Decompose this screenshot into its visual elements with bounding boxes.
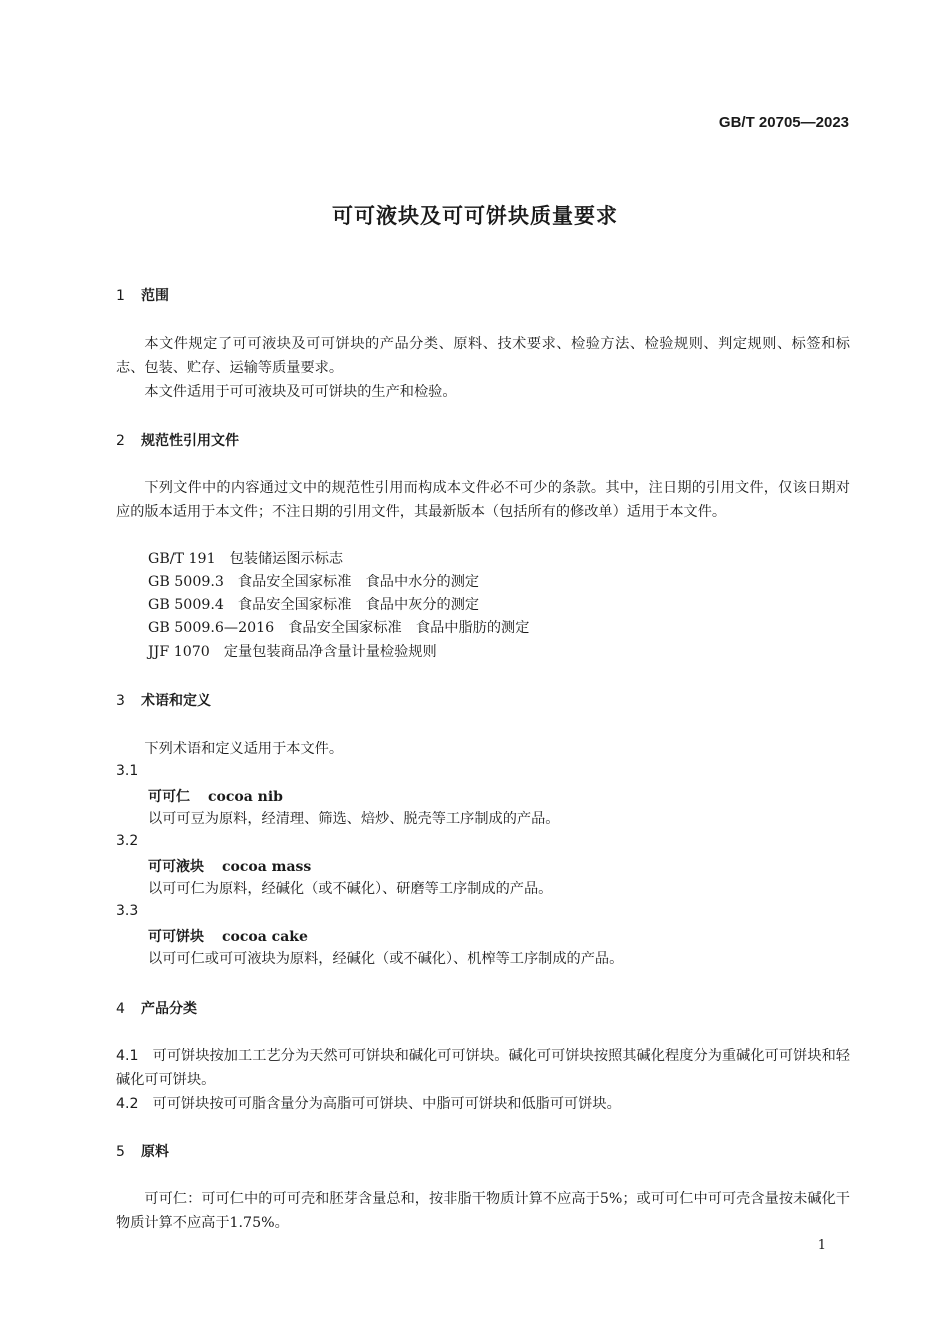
term-chinese: 可可液块 [148, 859, 204, 875]
reference-item [148, 571, 479, 591]
section-number: 4 [116, 1001, 125, 1017]
reference-code: JJF 1070 [148, 644, 210, 660]
term-chinese: 可可仁 [148, 789, 190, 805]
section-1-paragraph-2: 本文件适用于可可液块及可可饼块的生产和检验。 [144, 384, 457, 400]
page-number: 1 [817, 1238, 826, 1253]
term-entry [148, 926, 308, 946]
section-title: 产品分类 [141, 1001, 197, 1017]
standard-code: GB/T 20705—2023 [718, 114, 849, 131]
reference-name: 食品安全国家标准 食品中脂肪的测定 [288, 620, 530, 636]
section-title: 原料 [141, 1144, 169, 1160]
section-number: 5 [116, 1144, 125, 1160]
section-3-heading [116, 690, 211, 710]
term-number: 3.3 [116, 903, 139, 919]
term-definition: 以可可豆为原料，经清理、筛选、焙炒、脱壳等工序制成的产品。 [148, 811, 560, 827]
section-2-heading [116, 430, 239, 450]
section-2-paragraph-1: 下列文件中的内容通过文中的规范性引用而构成本文件必不可少的条款。其中，注日期的引用文件，仅该日期对应的版本适用于本文件；不注日期的引用文件，其最新版本（包括所有的修改单）适用于本文件。 [116, 480, 850, 520]
section-number: 3 [116, 693, 125, 709]
reference-item [148, 641, 437, 661]
reference-code: GB/T 191 [148, 551, 216, 567]
section-title: 术语和定义 [141, 693, 211, 709]
section-1-paragraph-1: 本文件规定了可可液块及可可饼块的产品分类、原料、技术要求、检验方法、检验规则、判定规则、标签和标志、包装、贮存、运输等质量要求。 [116, 336, 850, 376]
reference-item [148, 617, 529, 637]
clause-text: 可可饼块按加工工艺分为天然可可饼块和碱化可可饼块。碱化可可饼块按照其碱化程度分为重碱化可可饼块和轻碱化可可饼块。 [116, 1048, 850, 1088]
reference-name: 包装储运图示标志 [229, 551, 344, 567]
term-english: cocoa cake [222, 929, 308, 945]
term-definition: 以可可仁为原料，经碱化（或不碱化）、研磨等工序制成的产品。 [148, 881, 553, 897]
reference-name: 定量包装商品净含量计量检验规则 [223, 644, 437, 660]
reference-item [148, 548, 343, 568]
term-entry [148, 786, 283, 806]
term-number: 3.1 [116, 763, 139, 779]
clause-number: 4.1 [116, 1048, 139, 1064]
section-5-paragraph-1: 可可仁：可可仁中的可可壳和胚芽含量总和，按非脂干物质计算不应高于5%；或可可仁中可可壳含量按未碱化干物质计算不应高于1.75%。 [116, 1191, 850, 1231]
clause-item [116, 1092, 850, 1116]
clause-number: 4.2 [116, 1096, 139, 1112]
term-english: cocoa mass [222, 859, 312, 875]
term-english: cocoa nib [208, 789, 283, 805]
clause-item [116, 1044, 850, 1092]
reference-code: GB 5009.6—2016 [148, 620, 275, 636]
reference-name: 食品安全国家标准 食品中水分的测定 [237, 574, 480, 590]
section-title: 规范性引用文件 [141, 433, 239, 449]
term-number: 3.2 [116, 833, 139, 849]
reference-code: GB 5009.4 [148, 597, 224, 613]
section-number: 2 [116, 433, 125, 449]
reference-item [148, 594, 479, 614]
term-entry [148, 856, 311, 876]
section-1-heading [116, 285, 169, 305]
reference-name: 食品安全国家标准 食品中灰分的测定 [237, 597, 480, 613]
term-chinese: 可可饼块 [148, 929, 204, 945]
section-3-paragraph-1: 下列术语和定义适用于本文件。 [144, 741, 344, 757]
document-title: 可可液块及可可饼块质量要求 [332, 204, 618, 228]
term-definition: 以可可仁或可可液块为原料，经碱化（或不碱化）、机榨等工序制成的产品。 [148, 951, 624, 967]
section-number: 1 [116, 288, 125, 304]
clause-text: 可可饼块按可可脂含量分为高脂可可饼块、中脂可可饼块和低脂可可饼块。 [152, 1096, 621, 1112]
reference-code: GB 5009.3 [148, 574, 224, 590]
section-4-heading [116, 998, 197, 1018]
section-title: 范围 [141, 288, 169, 304]
section-5-heading [116, 1141, 169, 1161]
